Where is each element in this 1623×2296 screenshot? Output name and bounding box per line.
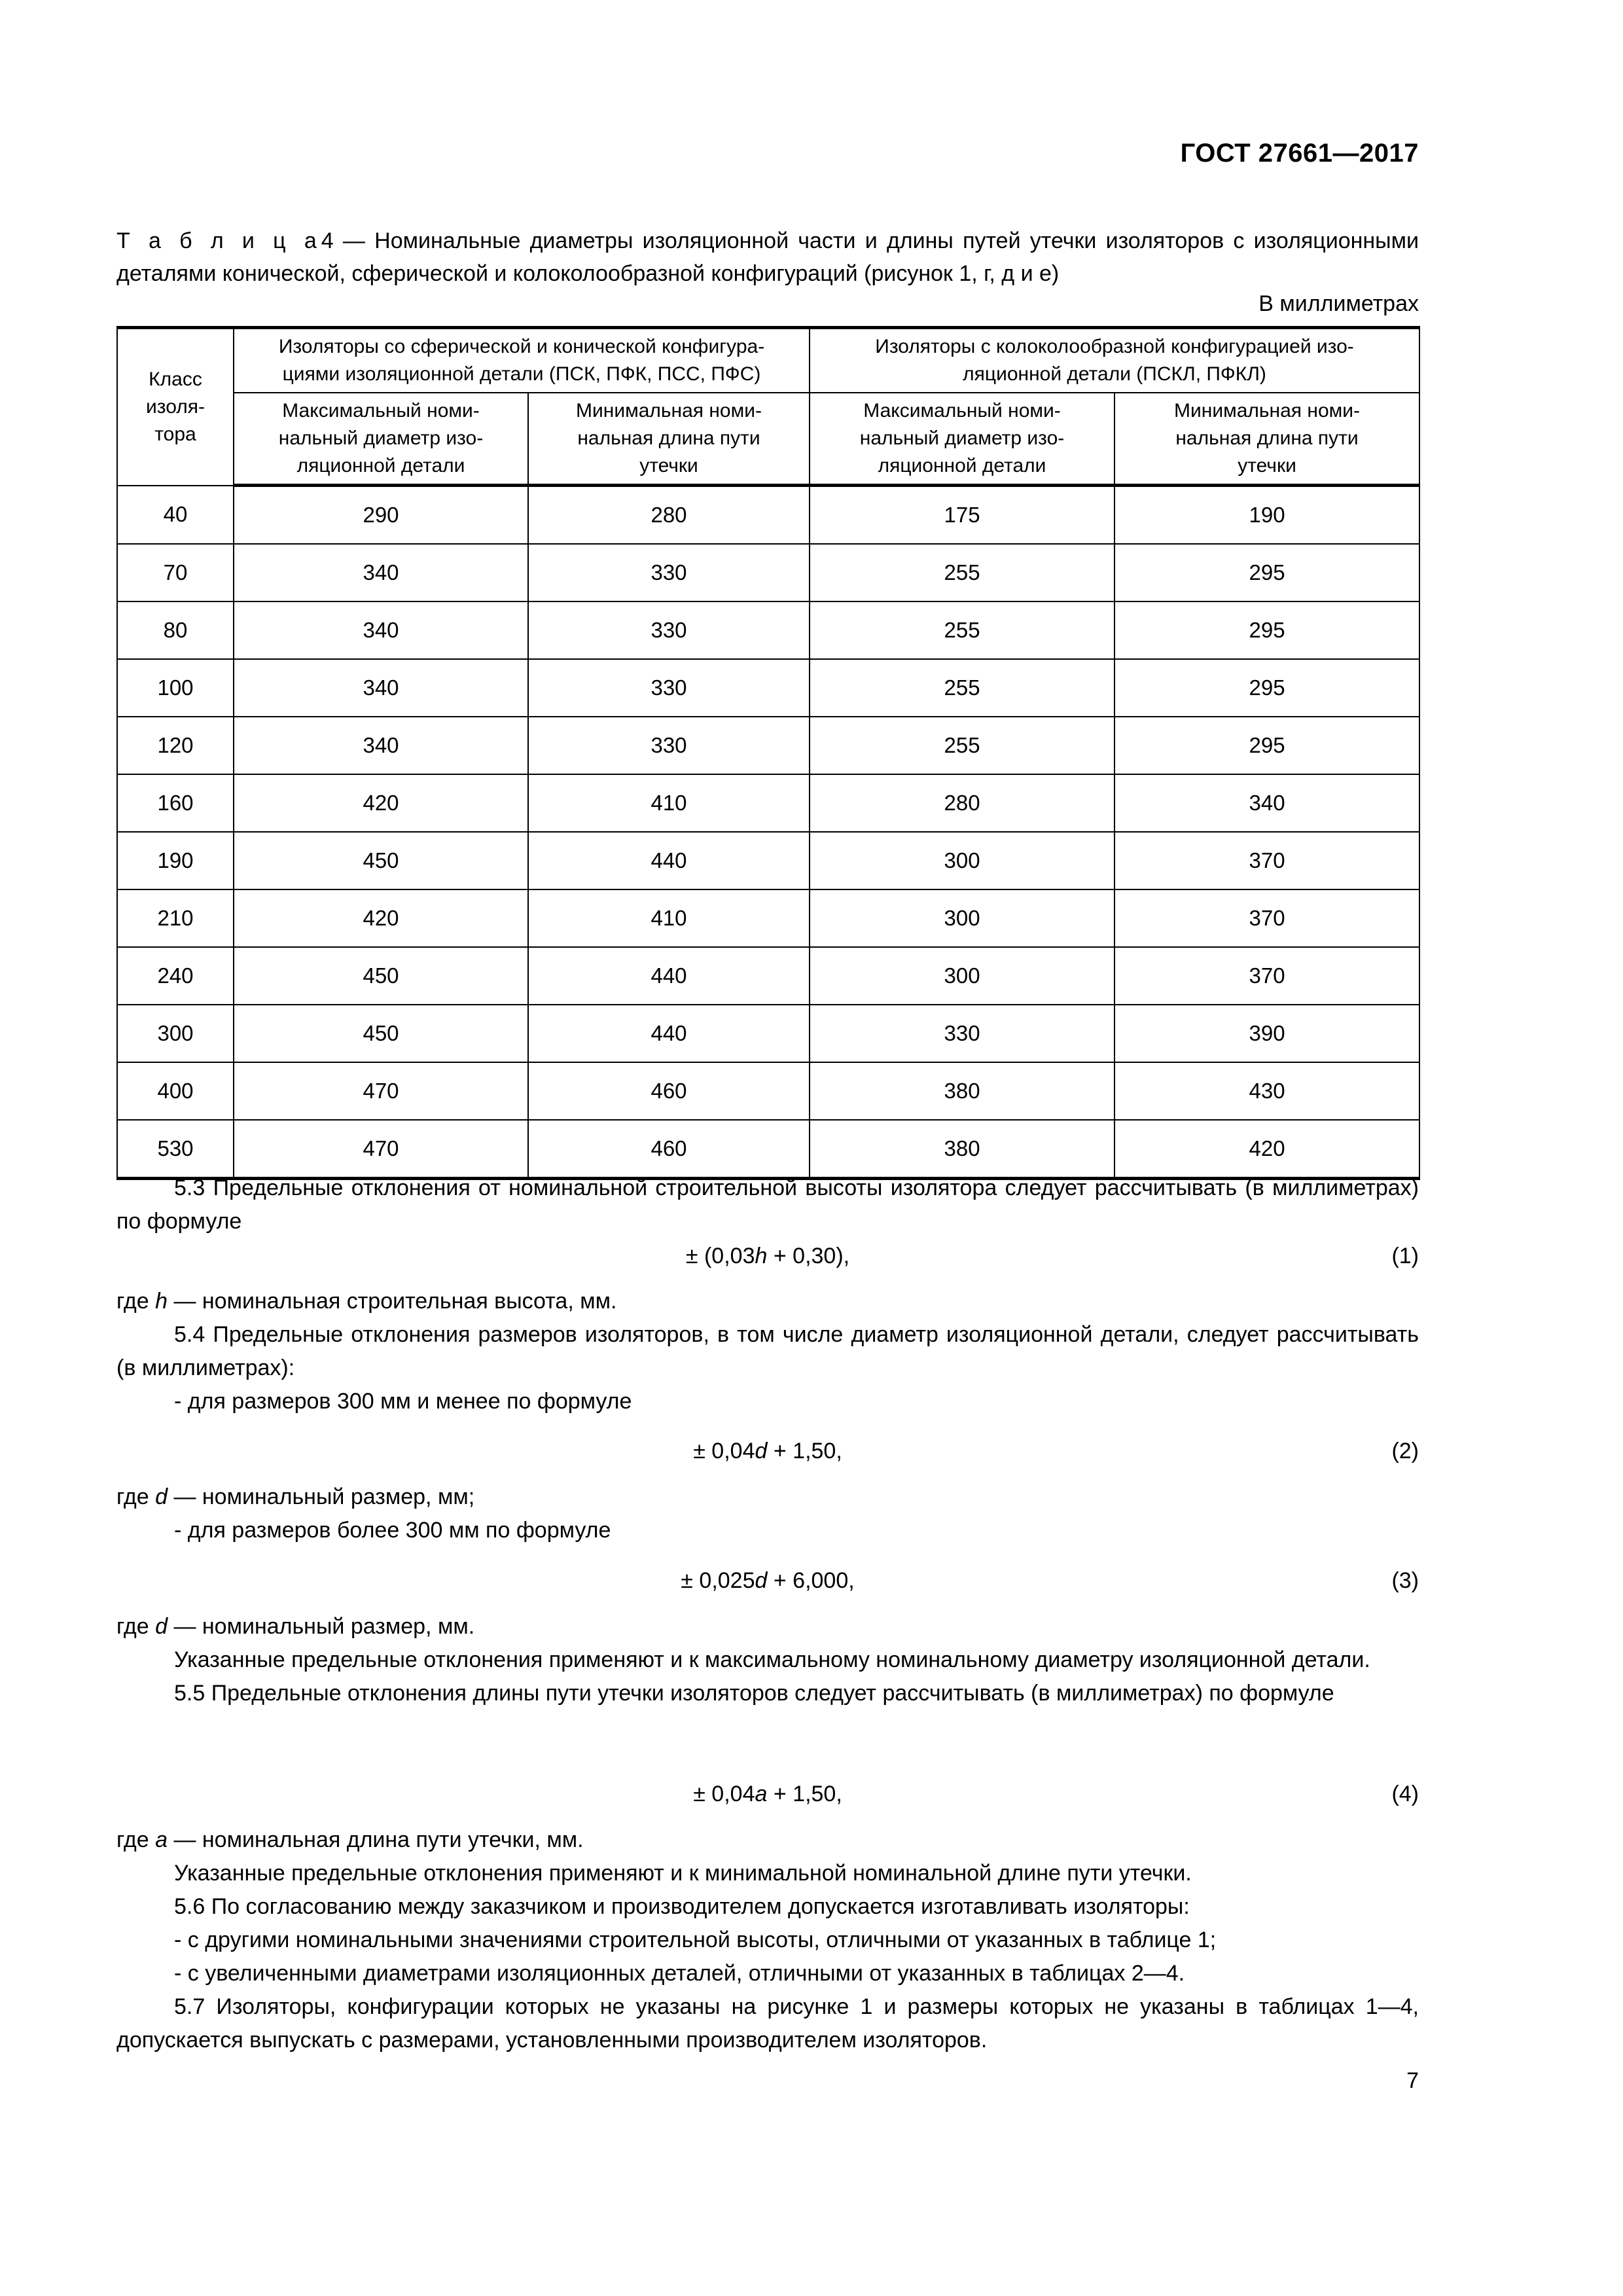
table-cell-g1-diam: 290 xyxy=(234,486,528,545)
table-cell-g1-diam: 470 xyxy=(234,1062,528,1120)
table-cell-g2-leak: 430 xyxy=(1115,1062,1419,1120)
table-cell-g2-diam: 175 xyxy=(810,486,1115,545)
table-cell-g1-diam: 420 xyxy=(234,889,528,947)
table-cell-g2-diam: 380 xyxy=(810,1062,1115,1120)
formula-2-line xyxy=(116,1435,1419,1468)
table-cell-g1-diam: 420 xyxy=(234,774,528,832)
table-cell-class: 240 xyxy=(117,947,234,1005)
table-cell-g1-diam: 450 xyxy=(234,832,528,889)
formula-2-variable-d: d xyxy=(755,1439,768,1463)
table-cell-class: 300 xyxy=(117,1005,234,1062)
formula-1-line xyxy=(116,1240,1419,1273)
table-cell-g1-diam: 450 xyxy=(234,1005,528,1062)
variable-h: h xyxy=(155,1289,168,1314)
body-section-5-3 xyxy=(116,1172,1419,1238)
tail-paragraphs xyxy=(116,1823,1419,2057)
table-header-row-groups xyxy=(117,328,1419,393)
page-number: 7 xyxy=(1406,2068,1419,2093)
table-cell-g1-leak: 440 xyxy=(528,832,810,889)
table-cell-g1-leak: 330 xyxy=(528,601,810,659)
table-cell-g1-leak: 330 xyxy=(528,659,810,717)
table-cell-g1-leak: 280 xyxy=(528,486,810,545)
table-row xyxy=(117,601,1419,659)
formula-1-row xyxy=(116,1240,1419,1273)
table-4 xyxy=(116,326,1420,1180)
header-cell-g2-max-diameter: Максимальный номи- нальный диаметр изо- ляционной детали xyxy=(810,393,1115,486)
table-cell-g2-diam: 255 xyxy=(810,601,1115,659)
standard-header: ГОСТ 27661—2017 xyxy=(1180,139,1419,168)
table-cell-g2-diam: 300 xyxy=(810,947,1115,1005)
formula-3-line xyxy=(116,1564,1419,1598)
formula-4-number: (4) xyxy=(1391,1782,1419,1806)
table-cell-g2-leak: 370 xyxy=(1115,832,1419,889)
table-cell-g2-diam: 300 xyxy=(810,832,1115,889)
formula-3-variable-d: d xyxy=(755,1568,768,1593)
bullet-other-nominal-heights: - с другими номинальными значениями строительной высоты, отличными от указанных в таблице 1; xyxy=(174,1928,1217,1952)
table-cell-class: 40 xyxy=(117,486,234,545)
formula-2-expression: ± 0,04d + 1,50, xyxy=(693,1439,842,1463)
formula-4-row xyxy=(116,1778,1419,1811)
table-cell-class: 400 xyxy=(117,1062,234,1120)
table-cell-g1-diam: 340 xyxy=(234,717,528,774)
table-row xyxy=(117,717,1419,774)
paragraph-5-5: 5.5 Предельные отклонения длины пути утечки изоляторов следует рассчитывать (в миллиметрах) по формуле xyxy=(174,1681,1334,1706)
table-cell-g2-leak: 370 xyxy=(1115,947,1419,1005)
formula-2-number: (2) xyxy=(1391,1439,1419,1463)
table-cell-g2-leak: 295 xyxy=(1115,544,1419,601)
table-4-container xyxy=(116,326,1419,1180)
table-row xyxy=(117,774,1419,832)
table-cell-g2-leak: 340 xyxy=(1115,774,1419,832)
table-row xyxy=(117,1005,1419,1062)
table-cell-g2-diam: 300 xyxy=(810,889,1115,947)
formula-1-variable-h: h xyxy=(755,1244,768,1268)
table-cell-g2-leak: 295 xyxy=(1115,601,1419,659)
header-cell-group-spherical-conical: Изоляторы со сферической и конической конфигура- циями изоляционной детали (ПСК, ПФК, ПСС, ПФС) xyxy=(234,328,810,393)
header-cell-g1-min-leakage: Минимальная номи- нальная длина пути утечки xyxy=(528,393,810,486)
table-header xyxy=(117,328,1419,486)
formula-3-row xyxy=(116,1564,1419,1598)
table-cell-g1-diam: 450 xyxy=(234,947,528,1005)
table-cell-g2-diam: 380 xyxy=(810,1120,1115,1179)
paragraph-note-max-diameter: Указанные предельные отклонения применяют и к максимальному номинальному диаметру изоляционной детали. xyxy=(174,1647,1370,1672)
paragraph-5-6: 5.6 По согласованию между заказчиком и производителем допускается изготавливать изоляторы: xyxy=(174,1894,1190,1919)
table-cell-g1-leak: 440 xyxy=(528,947,810,1005)
table-cell-g1-diam: 340 xyxy=(234,544,528,601)
table-cell-g1-leak: 460 xyxy=(528,1062,810,1120)
bullet-sizes-more-than-300: - для размеров более 300 мм по формуле xyxy=(174,1518,611,1543)
variable-d-2: d xyxy=(155,1614,168,1639)
header-cell-class: Класс изоля- тора xyxy=(117,328,234,486)
header-cell-group-bell: Изоляторы с колоколообразной конфигурацией изо- ляционной детали (ПСКЛ, ПФКЛ) xyxy=(810,328,1419,393)
table-row xyxy=(117,659,1419,717)
table-caption-number: 4 xyxy=(321,228,334,253)
where-d-dot-row xyxy=(116,1610,1419,1710)
where-a-definition: где a — номинальная длина пути утечки, мм. xyxy=(116,1827,584,1852)
table-cell-class: 190 xyxy=(117,832,234,889)
formula-1-expression: ± (0,03h + 0,30), xyxy=(685,1244,850,1268)
table-header-row-subcolumns xyxy=(117,393,1419,486)
formula-3-expression: ± 0,025d + 6,000, xyxy=(681,1568,855,1593)
header-cell-g1-max-diameter: Максимальный номи- нальный диаметр изо- ляционной детали xyxy=(234,393,528,486)
table-cell-g1-diam: 340 xyxy=(234,601,528,659)
table-cell-g1-diam: 340 xyxy=(234,659,528,717)
table-cell-class: 530 xyxy=(117,1120,234,1179)
table-cell-g2-leak: 295 xyxy=(1115,717,1419,774)
table-row xyxy=(117,486,1419,545)
table-cell-class: 210 xyxy=(117,889,234,947)
table-cell-g1-leak: 410 xyxy=(528,774,810,832)
table-row xyxy=(117,832,1419,889)
table-cell-g2-diam: 330 xyxy=(810,1005,1115,1062)
table-row xyxy=(117,544,1419,601)
variable-a: a xyxy=(155,1827,168,1852)
formula-2-row xyxy=(116,1435,1419,1468)
table-cell-g2-diam: 255 xyxy=(810,659,1115,717)
table-cell-class: 70 xyxy=(117,544,234,601)
paragraph-5-7: 5.7 Изоляторы, конфигурации которых не указаны на рисунке 1 и размеры которых не указаны в таблицах 1—4, допускается выпускать с размерами, установленными производителем изоляторов. xyxy=(116,1994,1419,2053)
table-cell-g2-diam: 255 xyxy=(810,717,1115,774)
formula-1-number: (1) xyxy=(1391,1244,1419,1268)
table-cell-g1-leak: 330 xyxy=(528,544,810,601)
where-h-definition: где h — номинальная строительная высота, мм. xyxy=(116,1289,617,1314)
paragraph-note-min-leakage: Указанные предельные отклонения применяют и к минимальной номинальной длине пути утечки. xyxy=(174,1861,1192,1886)
table-row xyxy=(117,889,1419,947)
table-cell-g2-diam: 255 xyxy=(810,544,1115,601)
table-cell-g2-leak: 190 xyxy=(1115,486,1419,545)
paragraph-5-4: 5.4 Предельные отклонения размеров изоляторов, в том числе диаметр изоляционной детали, следует рассчитывать (в миллиметрах): xyxy=(116,1322,1419,1380)
table-cell-g1-leak: 330 xyxy=(528,717,810,774)
body-section-5-4 xyxy=(116,1318,1419,1418)
table-cell-g1-diam: 470 xyxy=(234,1120,528,1179)
table-row xyxy=(117,1120,1419,1179)
header-cell-g2-min-leakage: Минимальная номи- нальная длина пути утечки xyxy=(1115,393,1419,486)
where-d-definition-dot: где d — номинальный размер, мм. xyxy=(116,1614,475,1639)
table-caption-dash: — xyxy=(333,228,375,253)
table-cell-g1-leak: 410 xyxy=(528,889,810,947)
formula-4-expression: ± 0,04a + 1,50, xyxy=(693,1782,842,1806)
where-h-row xyxy=(116,1285,1419,1318)
table-caption-text: Номинальные диаметры изоляционной части и длины путей утечки изоляторов с изоляционными деталями конической, сферической и колоколообразной конфигураций (рисунок 1, г, д и е) xyxy=(116,228,1419,286)
table-cell-class: 80 xyxy=(117,601,234,659)
table-row xyxy=(117,1062,1419,1120)
bullet-increased-diameters: - с увеличенными диаметрами изоляционных деталей, отличными от указанных в таблицах 2—4. xyxy=(174,1961,1185,1986)
table-caption-label: Т а б л и ц а xyxy=(116,228,321,253)
table-cell-g2-leak: 420 xyxy=(1115,1120,1419,1179)
table-cell-g2-diam: 280 xyxy=(810,774,1115,832)
table-cell-g2-leak: 390 xyxy=(1115,1005,1419,1062)
table-cell-g1-leak: 460 xyxy=(528,1120,810,1179)
paragraph-5-3: 5.3 Предельные отклонения от номинальной строительной высоты изолятора следует рассчитывать (в миллиметрах) по формуле xyxy=(116,1175,1419,1234)
table-cell-g2-leak: 295 xyxy=(1115,659,1419,717)
bullet-sizes-300-or-less: - для размеров 300 мм и менее по формуле xyxy=(174,1389,632,1414)
formula-4-line xyxy=(116,1778,1419,1811)
table-cell-class: 100 xyxy=(117,659,234,717)
table-cell-g1-leak: 440 xyxy=(528,1005,810,1062)
where-d-definition-semicolon: где d — номинальный размер, мм; xyxy=(116,1484,475,1509)
table-cell-class: 160 xyxy=(117,774,234,832)
formula-3-number: (3) xyxy=(1391,1568,1419,1593)
table-row xyxy=(117,947,1419,1005)
table-caption xyxy=(116,224,1419,290)
variable-d-1: d xyxy=(155,1484,168,1509)
table-body xyxy=(117,486,1419,1179)
table-cell-g2-leak: 370 xyxy=(1115,889,1419,947)
where-d-semicolon-row xyxy=(116,1480,1419,1547)
table-cell-class: 120 xyxy=(117,717,234,774)
table-units-note: В миллиметрах xyxy=(1258,291,1419,316)
formula-4-variable-a: a xyxy=(755,1782,768,1806)
